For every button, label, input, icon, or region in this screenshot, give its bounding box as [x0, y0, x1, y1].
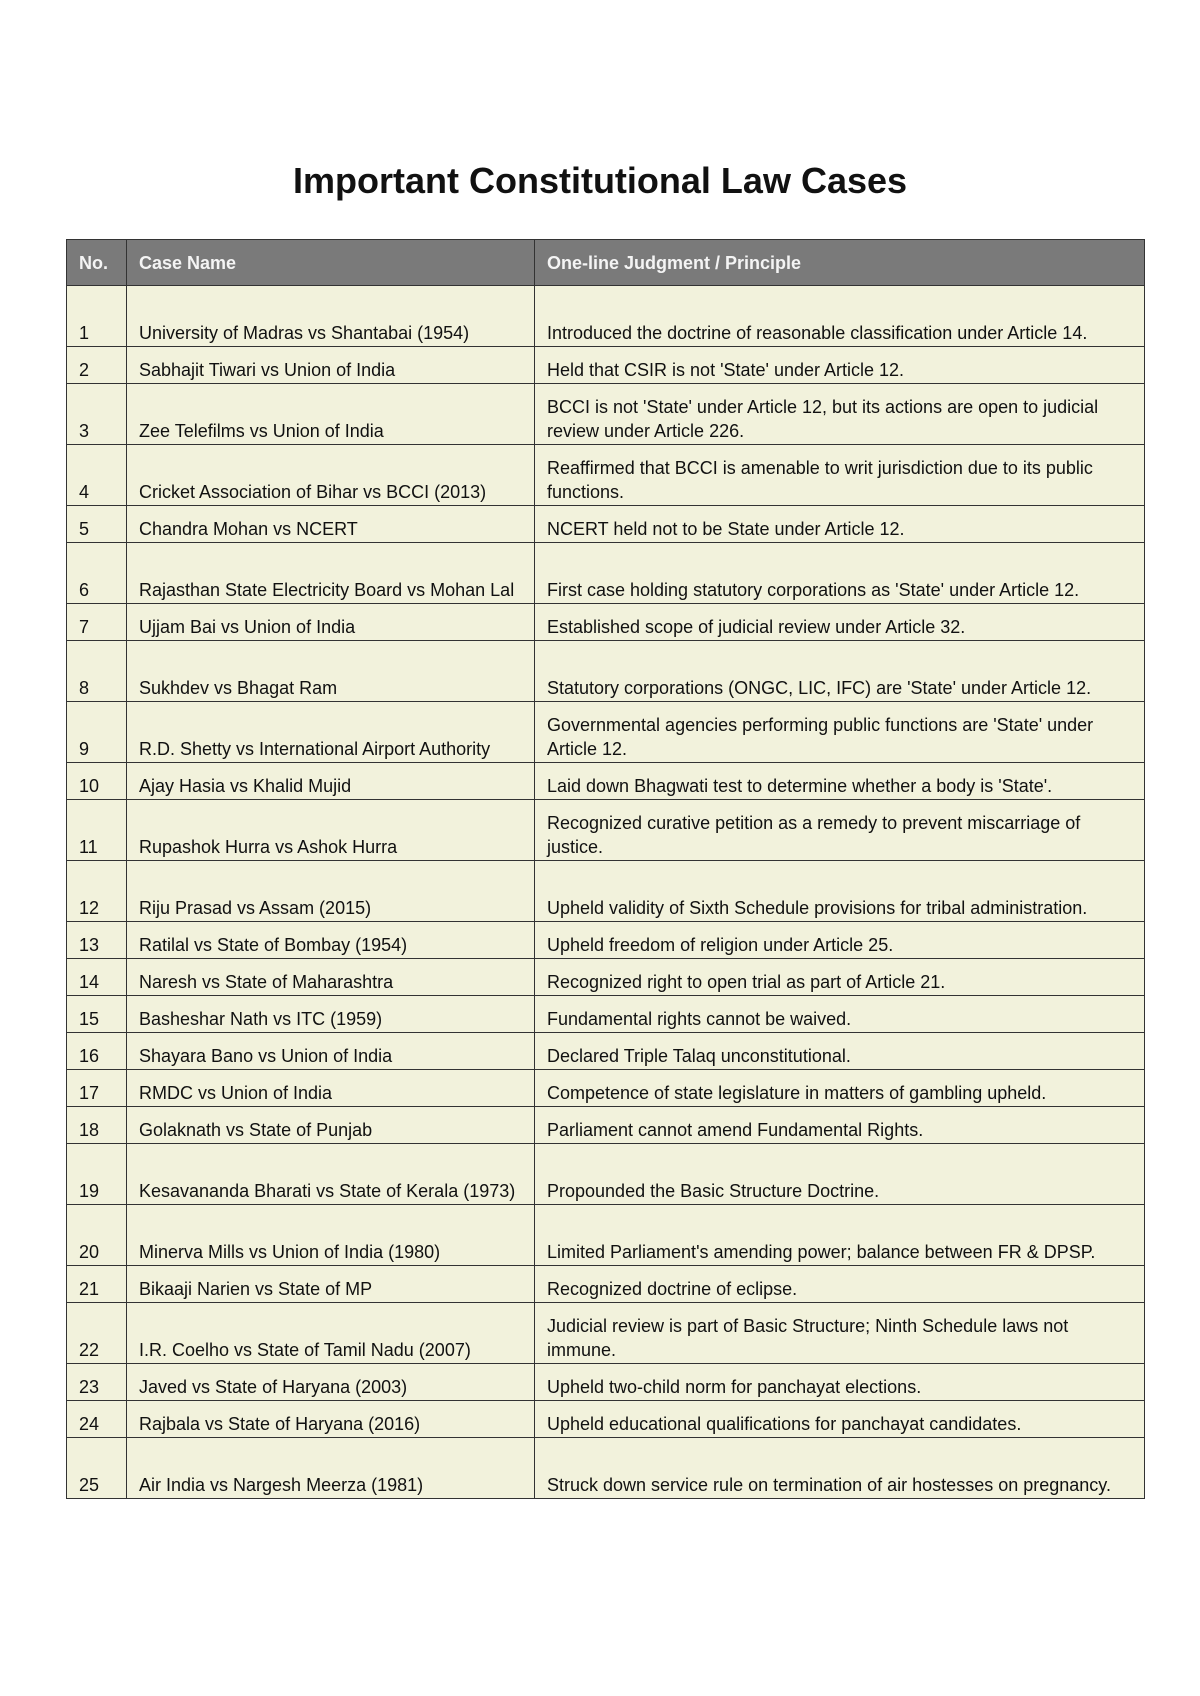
cell-case-name: R.D. Shetty vs International Airport Authority: [127, 702, 535, 763]
cell-no: 16: [67, 1033, 127, 1070]
table-row: [67, 506, 1145, 543]
table-row: [67, 959, 1145, 996]
table-row: [67, 384, 1145, 445]
cell-case-name: Bikaaji Narien vs State of MP: [127, 1266, 535, 1303]
cell-judgment: Competence of state legislature in matters of gambling upheld.: [535, 1070, 1145, 1107]
cell-case-name: RMDC vs Union of India: [127, 1070, 535, 1107]
cell-judgment: Upheld validity of Sixth Schedule provisions for tribal administration.: [535, 861, 1145, 922]
table-row: [67, 800, 1145, 861]
cell-no: 20: [67, 1205, 127, 1266]
table-row: [67, 922, 1145, 959]
cell-no: 22: [67, 1303, 127, 1364]
cell-judgment: Propounded the Basic Structure Doctrine.: [535, 1144, 1145, 1205]
table-row: [67, 1107, 1145, 1144]
cell-judgment: Struck down service rule on termination of air hostesses on pregnancy.: [535, 1438, 1145, 1499]
page-title: Important Constitutional Law Cases: [292, 160, 908, 201]
cell-judgment: BCCI is not 'State' under Article 12, but its actions are open to judicial review under Article 226.: [535, 384, 1145, 445]
cell-judgment: First case holding statutory corporations as 'State' under Article 12.: [535, 543, 1145, 604]
cell-judgment: Introduced the doctrine of reasonable classification under Article 14.: [535, 286, 1145, 347]
cell-case-name: Riju Prasad vs Assam (2015): [127, 861, 535, 922]
cell-no: 4: [67, 445, 127, 506]
cell-no: 9: [67, 702, 127, 763]
header-case-name: Case Name: [127, 240, 535, 286]
cell-case-name: Sukhdev vs Bhagat Ram: [127, 641, 535, 702]
cases-table: [66, 239, 1145, 1499]
cell-judgment: Reaffirmed that BCCI is amenable to writ jurisdiction due to its public functions.: [535, 445, 1145, 506]
table-row: [67, 347, 1145, 384]
cell-judgment: Upheld freedom of religion under Article 25.: [535, 922, 1145, 959]
cell-case-name: Kesavananda Bharati vs State of Kerala (1973): [127, 1144, 535, 1205]
cell-no: 3: [67, 384, 127, 445]
cell-no: 14: [67, 959, 127, 996]
cell-case-name: Shayara Bano vs Union of India: [127, 1033, 535, 1070]
table-row: [67, 1438, 1145, 1499]
table-row: [67, 1070, 1145, 1107]
cell-case-name: Air India vs Nargesh Meerza (1981): [127, 1438, 535, 1499]
cell-no: 12: [67, 861, 127, 922]
cell-no: 2: [67, 347, 127, 384]
cell-no: 19: [67, 1144, 127, 1205]
table-row: [67, 604, 1145, 641]
cell-judgment: Judicial review is part of Basic Structure; Ninth Schedule laws not immune.: [535, 1303, 1145, 1364]
cell-case-name: Zee Telefilms vs Union of India: [127, 384, 535, 445]
table-row: [67, 543, 1145, 604]
cell-no: 10: [67, 763, 127, 800]
table-row: [67, 1303, 1145, 1364]
cell-judgment: Recognized right to open trial as part of Article 21.: [535, 959, 1145, 996]
cell-case-name: Ratilal vs State of Bombay (1954): [127, 922, 535, 959]
cell-no: 11: [67, 800, 127, 861]
cell-case-name: Javed vs State of Haryana (2003): [127, 1364, 535, 1401]
cell-no: 1: [67, 286, 127, 347]
cell-no: 23: [67, 1364, 127, 1401]
cell-no: 8: [67, 641, 127, 702]
cell-case-name: University of Madras vs Shantabai (1954): [127, 286, 535, 347]
cell-case-name: Cricket Association of Bihar vs BCCI (2013): [127, 445, 535, 506]
cell-case-name: Basheshar Nath vs ITC (1959): [127, 996, 535, 1033]
cell-no: 18: [67, 1107, 127, 1144]
cell-judgment: Upheld two-child norm for panchayat elections.: [535, 1364, 1145, 1401]
cell-no: 15: [67, 996, 127, 1033]
cell-no: 13: [67, 922, 127, 959]
cell-judgment: Held that CSIR is not 'State' under Article 12.: [535, 347, 1145, 384]
cell-case-name: Chandra Mohan vs NCERT: [127, 506, 535, 543]
table-header-row: [67, 240, 1145, 286]
cell-judgment: Recognized curative petition as a remedy to prevent miscarriage of justice.: [535, 800, 1145, 861]
cell-no: 24: [67, 1401, 127, 1438]
cell-judgment: Recognized doctrine of eclipse.: [535, 1266, 1145, 1303]
table-row: [67, 996, 1145, 1033]
cell-no: 25: [67, 1438, 127, 1499]
cell-case-name: Sabhajit Tiwari vs Union of India: [127, 347, 535, 384]
cell-judgment: Laid down Bhagwati test to determine whether a body is 'State'.: [535, 763, 1145, 800]
cell-judgment: Parliament cannot amend Fundamental Rights.: [535, 1107, 1145, 1144]
cell-no: 7: [67, 604, 127, 641]
table-row: [67, 1205, 1145, 1266]
cell-judgment: Limited Parliament's amending power; balance between FR & DPSP.: [535, 1205, 1145, 1266]
cell-judgment: NCERT held not to be State under Article 12.: [535, 506, 1145, 543]
table-row: [67, 1144, 1145, 1205]
table-row: [67, 641, 1145, 702]
cell-case-name: Naresh vs State of Maharashtra: [127, 959, 535, 996]
cell-no: 21: [67, 1266, 127, 1303]
cell-no: 6: [67, 543, 127, 604]
table-row: [67, 1364, 1145, 1401]
table-row: [67, 763, 1145, 800]
cell-case-name: Ujjam Bai vs Union of India: [127, 604, 535, 641]
cell-case-name: Rajbala vs State of Haryana (2016): [127, 1401, 535, 1438]
table-row: [67, 861, 1145, 922]
cell-judgment: Governmental agencies performing public functions are 'State' under Article 12.: [535, 702, 1145, 763]
cell-no: 5: [67, 506, 127, 543]
table-row: [67, 1266, 1145, 1303]
cell-case-name: I.R. Coelho vs State of Tamil Nadu (2007): [127, 1303, 535, 1364]
cell-case-name: Rajasthan State Electricity Board vs Mohan Lal: [127, 543, 535, 604]
table-row: [67, 702, 1145, 763]
header-no: No.: [67, 240, 127, 286]
table-row: [67, 1033, 1145, 1070]
table-row: [67, 445, 1145, 506]
table-row: [67, 286, 1145, 347]
cell-case-name: Rupashok Hurra vs Ashok Hurra: [127, 800, 535, 861]
header-judgment: One-line Judgment / Principle: [535, 240, 1145, 286]
cell-case-name: Minerva Mills vs Union of India (1980): [127, 1205, 535, 1266]
table-row: [67, 1401, 1145, 1438]
cell-judgment: Upheld educational qualifications for panchayat candidates.: [535, 1401, 1145, 1438]
cell-case-name: Ajay Hasia vs Khalid Mujid: [127, 763, 535, 800]
cell-judgment: Fundamental rights cannot be waived.: [535, 996, 1145, 1033]
cell-judgment: Established scope of judicial review under Article 32.: [535, 604, 1145, 641]
cell-no: 17: [67, 1070, 127, 1107]
cell-judgment: Declared Triple Talaq unconstitutional.: [535, 1033, 1145, 1070]
cell-case-name: Golaknath vs State of Punjab: [127, 1107, 535, 1144]
cell-judgment: Statutory corporations (ONGC, LIC, IFC) are 'State' under Article 12.: [535, 641, 1145, 702]
